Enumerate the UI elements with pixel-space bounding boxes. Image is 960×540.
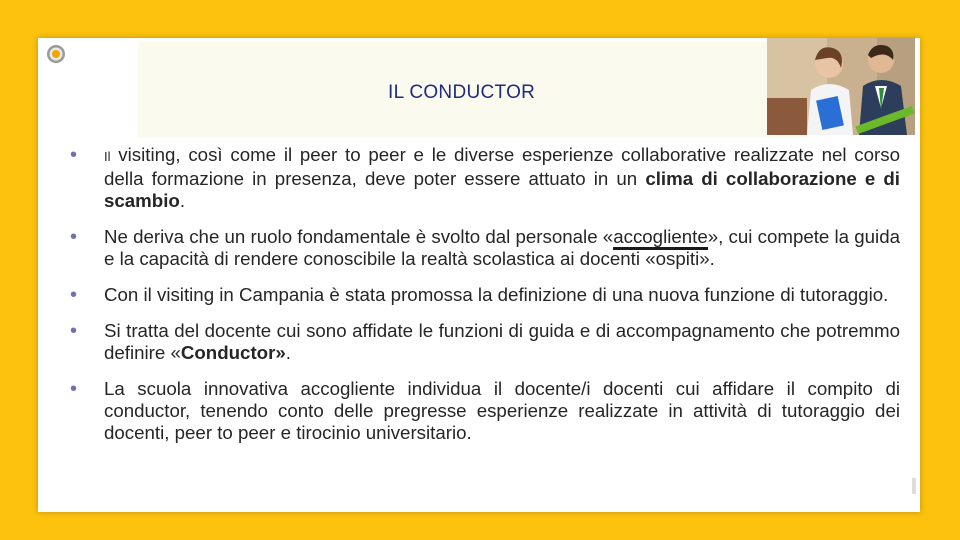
bullet-text: accogliente: [613, 226, 708, 250]
bullet-item: [70, 284, 900, 306]
bullet-text: Il: [104, 149, 111, 164]
bullet-item: [70, 226, 900, 270]
disc-bullet-icon: [46, 44, 66, 64]
bullet-text: », cui compete la guida e la capacità di rendere conoscibile la realtà scolastica ai docenti «ospiti».: [104, 226, 900, 269]
bullet-text: Ne deriva che un ruolo fondamentale è svolto dal personale «: [104, 226, 614, 247]
bullet-list: [70, 144, 900, 458]
bullet-text: Con il visiting in Campania è stata promossa la definizione di una nuova funzione di tutoraggio.: [104, 284, 889, 305]
bullet-text: Conductor»: [180, 342, 286, 363]
divider: [912, 478, 916, 494]
bullet-item: [70, 144, 900, 212]
bullet-text: La scuola innovativa accogliente individua il docente/i docenti cui affidare il compito di conductor, tenendo conto delle pregresse esperienze realizzate in attività di tutoraggio dei docenti, peer to peer e tirocinio universitario.: [104, 378, 900, 443]
business-people-photo: [767, 38, 915, 135]
bullet-item: [70, 320, 900, 364]
bullet-text: .: [179, 190, 186, 211]
bullet-text: clima di collaborazione e di scambio: [104, 168, 900, 211]
slide-title: IL CONDUCTOR: [388, 82, 536, 103]
bullet-text: visiting, così come il peer to peer e le diverse esperienze collaborative realizzate nel corso della formazione in presenza, deve poter essere attuato in un: [104, 144, 900, 189]
bullet-text: .: [285, 342, 291, 363]
bullet-item: [70, 378, 900, 444]
bullet-text: Si tratta del docente cui sono affidate le funzioni di guida e di accompagnamento che potremmo definire «: [104, 320, 900, 363]
slide: [38, 38, 920, 512]
